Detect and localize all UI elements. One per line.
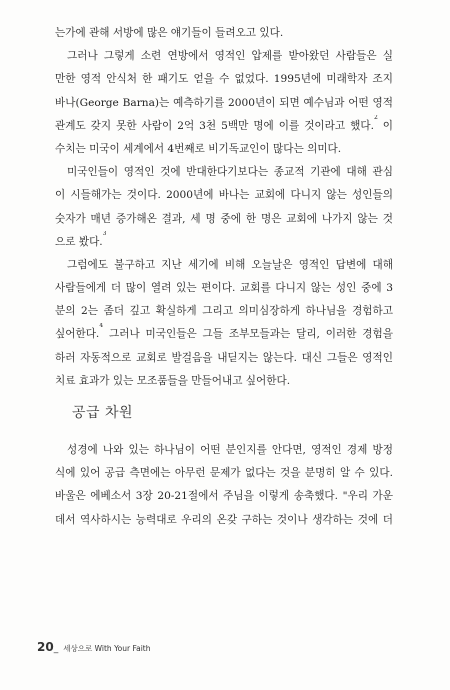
text-line: [55, 231, 393, 254]
text-line: [55, 208, 393, 231]
text-line: [55, 138, 393, 161]
footnote-marker: 3: [102, 230, 107, 237]
text-line: [55, 22, 393, 45]
text-line-content: 수치는 미국이 세계에서 4번째로 비기독교인이 많다는 의미다.: [55, 142, 342, 155]
body-text-block-1: [55, 22, 393, 393]
text-line-content: 데서 역사하시는 능력대로 우리의 온갖 구하는 것이나 생각하는 것에 더: [55, 513, 393, 526]
body-text-block-2: [55, 439, 393, 532]
text-line-content: 성경에 나와 있는 하나님이 어떤 분인지를 안다면, 영적인 경제 방정: [67, 444, 393, 456]
text-line: [55, 277, 393, 300]
text-line-content: 이 시들해가는 것이다. 2000년에 바나는 교회에 다니지 않는 성인들의: [55, 189, 393, 202]
text-line: [55, 68, 393, 91]
text-line-tail: 이: [377, 119, 393, 132]
text-line-content: 으로 봤다.: [55, 235, 103, 248]
text-line-content: 관계도 갖지 못한 사람이 2억 3천 5백만 명에 이를 것이라고 했다.: [55, 119, 374, 132]
page-footer: [37, 636, 150, 655]
text-line: [55, 92, 393, 115]
text-line: [55, 485, 393, 508]
text-line-content: 는가에 관해 서방에 많은 얘기들이 들려오고 있다.: [55, 27, 284, 39]
text-line-content: 숫자가 매년 증가해온 결과, 세 명 중에 한 명은 교회에 나가지 않는 것: [55, 212, 393, 225]
footnote-marker: 2: [373, 114, 378, 121]
text-line: [55, 370, 393, 393]
text-line: [55, 439, 393, 462]
text-line: [55, 45, 393, 68]
footer-separator: _: [53, 644, 59, 654]
text-line: [55, 323, 393, 346]
text-line-content: 바울은 에베소서 3장 20-21절에서 주님을 이렇게 송축했다. "우리 가운: [55, 490, 393, 503]
text-line-content: 치료 효과가 있는 모조품들을 만들어내고 싶어한다.: [55, 374, 291, 387]
text-line: [55, 509, 393, 532]
section-heading: 공급 차원: [72, 405, 134, 421]
text-line: [55, 115, 393, 138]
running-title: 세상으로 With Your Faith: [63, 644, 151, 653]
text-line-tail: 그러나 미국인들은 그들 조부모들과는 달리, 이러한 경험을: [103, 328, 393, 341]
text-line-content: 하러 자동적으로 교회로 발걸음을 내딛지는 않는다. 대신 그들은 영적인: [55, 351, 393, 364]
text-line-content: 미국인들이 영적인 것에 반대한다기보다는 종교적 기관에 대해 관심: [67, 166, 393, 179]
text-line-content: 분의 2는 좀더 깊고 확실하게 그리고 의미심장하게 하나님을 경험하고: [55, 305, 393, 318]
text-line-content: 바나(George Barna)는 예측하기를 2000년이 되면 예수님과 어떤 영적: [55, 96, 393, 109]
text-line: [55, 462, 393, 485]
text-line-content: 그러나 그렇게 소련 연방에서 영적인 압제를 받아왔던 사람들은 실: [67, 50, 393, 63]
text-line: [55, 184, 393, 207]
text-line: [55, 300, 393, 323]
text-line: [55, 254, 393, 277]
text-line: [55, 347, 393, 370]
text-line: [55, 161, 393, 184]
text-line-content: 사람들에게 더 많이 열려 있는 편이다. 교회를 다니지 않는 성인 중에 3: [55, 282, 393, 295]
page-number: 20: [37, 640, 54, 654]
text-line-content: 싶어한다.: [55, 328, 100, 341]
text-line-content: 식에 있어 공급 측면에는 아무런 문제가 없다는 것을 분명히 알 수 있다.: [55, 467, 393, 480]
footnote-marker: 4: [99, 323, 104, 330]
text-line-content: 만한 영적 안식처 한 패기도 얻을 수 없었다. 1995년에 미래학자 조지: [55, 73, 393, 86]
text-line-content: 그럼에도 불구하고 지난 세기에 비해 오늘날은 영적인 답변에 대해: [67, 258, 393, 271]
